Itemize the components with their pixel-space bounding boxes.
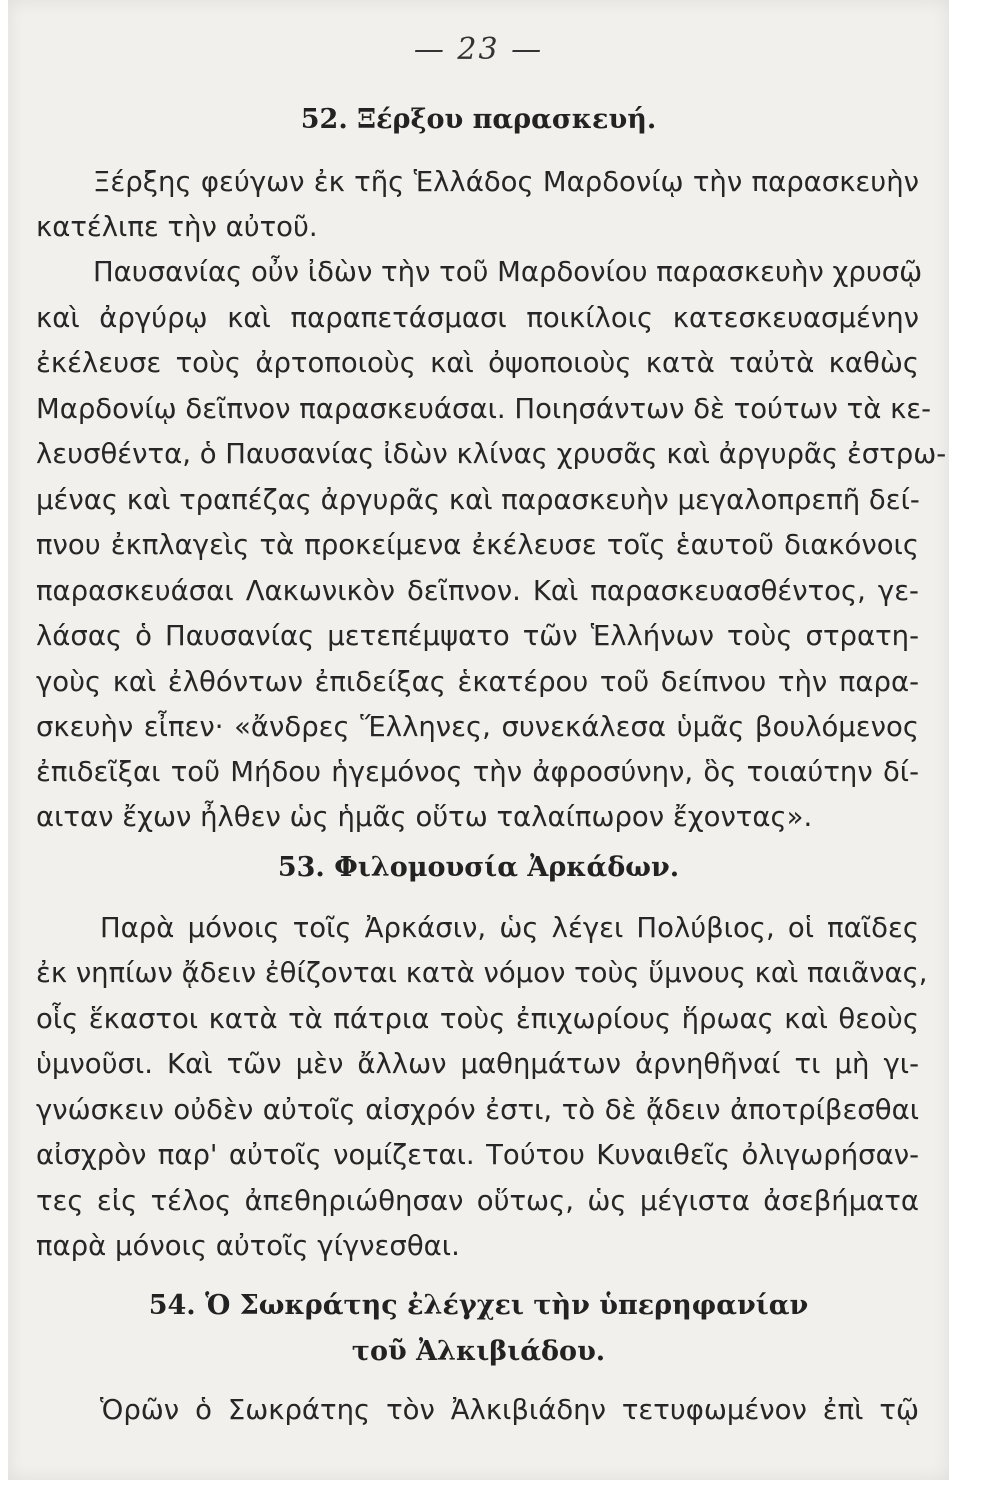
text-line: γοὺς καὶ ἐλθόντων ἐπιδείξας ἑκατέρου τοῦ δείπνου τὴν παρα- [36,666,919,698]
text-line: λάσας ὁ Παυσανίας μετεπέμψατο τῶν Ἑλλήνων τοὺς στρατη- [36,620,919,652]
text-line: ἐκέλευσε τοὺς ἀρτοποιοὺς καὶ ὀψοποιοὺς κατὰ ταὐτὰ καθὼς [36,347,919,379]
text-line: Παυσανίας οὖν ἰδὼν τὴν τοῦ Μαρδονίου παρασκευὴν χρυσῷ [93,256,923,288]
text-line: παρασκευάσαι Λακωνικὸν δεῖπνον. Καὶ παρασκευασθέντος, γε- [36,575,919,607]
text-line: αιταν ἔχων ἦλθεν ὡς ἡμᾶς οὕτω ταλαίπωρον ἔχοντας». [36,801,813,833]
text-line: Παρὰ μόνοις τοῖς Ἀρκάσιν, ὡς λέγει Πολύβιος, οἱ παῖδες [100,912,919,944]
text-line: γνώσκειν οὐδὲν αὐτοῖς αἰσχρόν ἐστι, τὸ δὲ ᾄδειν ἀποτρίβεσθαι [36,1094,919,1126]
section-53-heading: 53. Φιλομουσία Ἀρκάδων. [277,852,680,883]
text-line: αἰσχρὸν παρ' αὐτοῖς νομίζεται. Τούτου Κυναιθεῖς ὀλιγωρήσαν- [36,1139,919,1171]
text-line: σκευὴν εἶπεν· «ἄνδρες Ἕλληνες, συνεκάλεσα ὑμᾶς βουλόμενος [36,711,919,743]
text-line: πνου ἐκπλαγεὶς τὰ προκείμενα ἐκέλευσε τοῖς ἑαυτοῦ διακόνοις [36,529,919,561]
text-line: παρὰ μόνοις αὐτοῖς γίγνεσθαι. [36,1230,460,1262]
text-line: ἐπιδεῖξαι τοῦ Μήδου ἡγεμόνος τὴν ἀφροσύνην, ὃς τοιαύτην δί- [36,756,919,788]
section-54-heading-line1: 54. Ὁ Σωκράτης ἐλέγχει τὴν ὑπερηφανίαν [148,1290,809,1321]
text-line: Μαρδονίῳ δεῖπνον παρασκευάσαι. Ποιησάντων δὲ τούτων τὰ κε- [36,393,932,425]
text-line: τες εἰς τέλος ἀπεθηριώθησαν οὕτως, ὡς μέγιστα ἀσεβήματα [36,1185,919,1217]
text-line: Ξέρξης φεύγων ἐκ τῆς Ἑλλάδος Μαρδονίῳ τὴν παρασκευὴν [93,166,919,198]
text-line: λευσθέντα, ὁ Παυσανίας ἰδὼν κλίνας χρυσᾶς καὶ ἀργυρᾶς ἐστρω- [36,438,947,470]
text-line: Ὁρῶν ὁ Σωκράτης τὸν Ἀλκιβιάδην τετυφωμένον ἐπὶ τῷ [100,1394,919,1426]
book-page [8,0,949,1480]
text-line: κατέλιπε τὴν αὐτοῦ. [36,211,318,243]
page-number: — 23 — [413,32,544,67]
section-54-heading-line2: τοῦ Ἀλκιβιάδου. [351,1336,606,1367]
section-52-heading: 52. Ξέρξου παρασκευή. [300,104,657,135]
text-line: ὑμνοῦσι. Καὶ τῶν μὲν ἄλλων μαθημάτων ἀρνηθῆναί τι μὴ γι- [36,1048,919,1080]
text-line: καὶ ἀργύρῳ καὶ παραπετάσμασι ποικίλοις κατεσκευασμένην [36,302,919,334]
text-line: μένας καὶ τραπέζας ἀργυρᾶς καὶ παρασκευὴν μεγαλοπρεπῆ δεί- [36,484,920,516]
text-line: ἐκ νηπίων ᾄδειν ἐθίζονται κατὰ νόμον τοὺς ὕμνους καὶ παιᾶνας, [36,957,928,989]
text-line: οἷς ἕκαστοι κατὰ τὰ πάτρια τοὺς ἐπιχωρίους ἥρωας καὶ θεοὺς [36,1003,919,1035]
